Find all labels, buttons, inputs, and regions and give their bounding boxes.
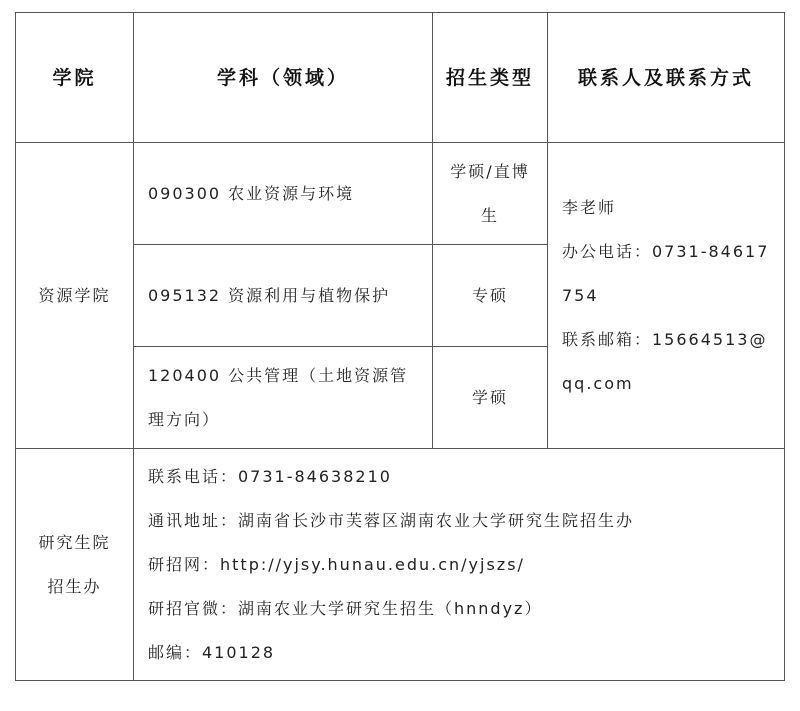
table-row: [16, 449, 785, 681]
contact-name: 李老师: [562, 197, 617, 217]
header-college: 学院: [16, 13, 134, 143]
discipline-cell: 120400 公共管理（土地资源管理方向）: [134, 347, 433, 449]
discipline-cell: 090300 农业资源与环境: [134, 143, 433, 245]
enroll-type-cell: 学硕: [433, 347, 548, 449]
office-info-cell: [134, 449, 785, 681]
college-grad-office: 研究生院招生办: [16, 449, 134, 681]
table-row: [16, 143, 785, 245]
header-contact: 联系人及联系方式: [548, 13, 785, 143]
header-enroll-type: 招生类型: [433, 13, 548, 143]
enroll-type-cell: 专硕: [433, 245, 548, 347]
office-postcode: 邮编：410128: [148, 642, 276, 662]
contact-email: 联系邮箱：15664513@qq.com: [562, 329, 768, 393]
college-resources: 资源学院: [16, 143, 134, 449]
resources-contact-cell: [548, 143, 785, 449]
office-wechat: 研招官微：湖南农业大学研究生招生（hnndyz）: [148, 598, 543, 618]
office-address: 通讯地址：湖南省长沙市芙蓉区湖南农业大学研究生院招生办: [148, 510, 635, 530]
contact-phone: 办公电话：0731-84617754: [562, 241, 770, 305]
admissions-contact-table: [15, 12, 785, 681]
enroll-type-cell: 学硕/直博生: [433, 143, 548, 245]
discipline-cell: 095132 资源利用与植物保护: [134, 245, 433, 347]
office-phone: 联系电话：0731-84638210: [148, 466, 392, 486]
table-header-row: [16, 13, 785, 143]
header-discipline: 学科（领域）: [134, 13, 433, 143]
office-website: 研招网：http://yjsy.hunau.edu.cn/yjszs/: [148, 554, 525, 574]
